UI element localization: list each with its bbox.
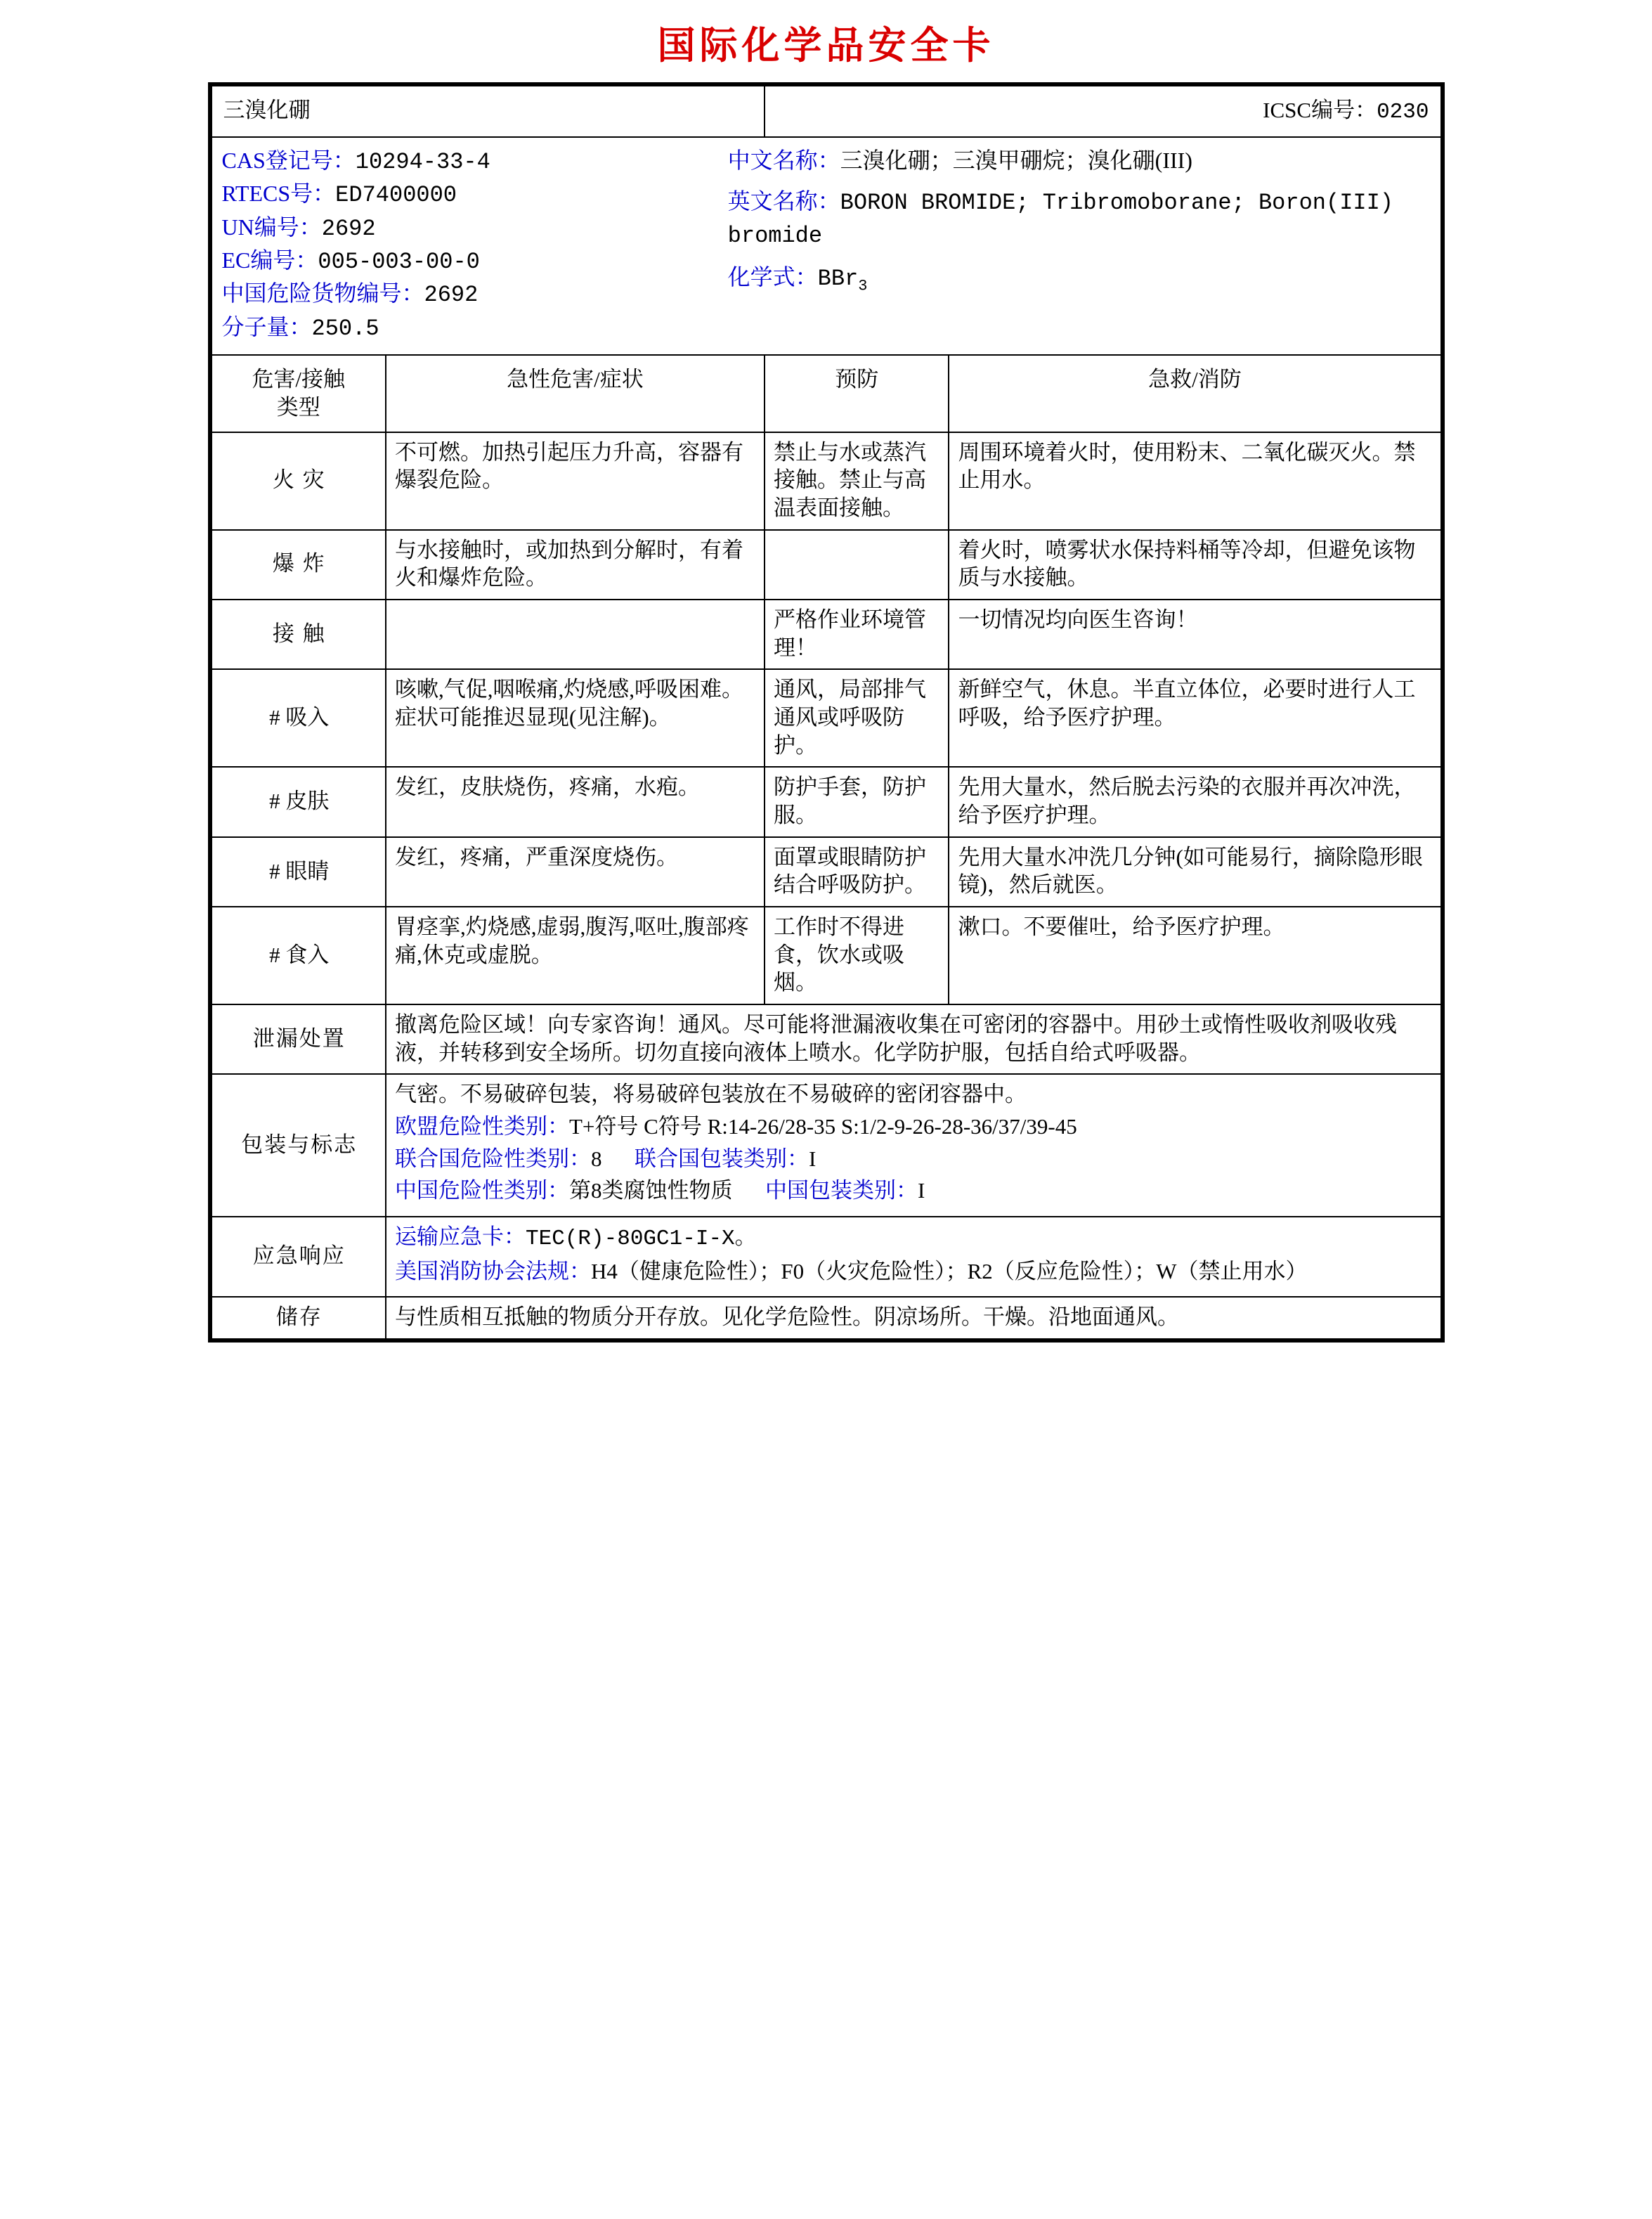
row-prevention-explosion: [765, 530, 949, 600]
packaging-eu-line: [395, 1113, 1433, 1141]
english-name-label: 英文名称：: [727, 188, 840, 214]
icsc-label: ICSC编号：: [1263, 98, 1377, 122]
chinese-name-label: 中文名称：: [727, 147, 840, 173]
row-firstaid-eyes: 先用大量水冲洗几分钟(如可能易行，摘除隐形眼镜)，然后就医。: [949, 837, 1440, 907]
column-header-acute-hazards: 急性危害/症状: [386, 355, 765, 432]
rtecs-label: RTECS号：: [221, 181, 336, 207]
ec-label: EC编号：: [221, 247, 318, 273]
english-name-value: BORON BROMIDE; Tribromoborane; Boron(III) bromide: [727, 189, 1393, 249]
icsc-card: [208, 82, 1445, 1343]
chinese-name-value: 三溴化硼；三溴甲硼烷；溴化硼(III): [840, 147, 1192, 173]
packaging-cn-class-label: 中国危险性类别：: [395, 1178, 569, 1203]
row-label-spill: 泄漏处置: [212, 1004, 386, 1074]
table-row: [212, 669, 1441, 767]
row-prevention-fire: 禁止与水或蒸汽接触。禁止与高温表面接触。: [765, 432, 949, 530]
row-hazard-exposure: [386, 600, 765, 669]
molecular-weight-label: 分子量：: [221, 313, 312, 339]
packaging-un-pack-value: I: [809, 1146, 817, 1171]
row-firstaid-explosion: 着火时，喷雾状水保持料桶等冷却，但避免该物质与水接触。: [949, 530, 1440, 600]
row-label-packaging: 包装与标志: [212, 1074, 386, 1217]
column-header-hazard-type: [212, 355, 386, 432]
un-value: 2692: [321, 215, 376, 242]
icsc-value: 0230: [1377, 100, 1429, 124]
row-prevention-exposure: 严格作业环境管理！: [765, 600, 949, 669]
row-hazard-inhalation: 咳嗽,气促,咽喉痛,灼烧感,呼吸困难。症状可能推迟显现(见注解)。: [386, 669, 765, 767]
ec-value: 005-003-00-0: [318, 248, 480, 275]
table-row: [212, 837, 1441, 907]
row-label-explosion: 爆 炸: [212, 530, 386, 600]
row-label-ingestion: # 食入: [212, 907, 386, 1004]
column-header-row: [212, 355, 1441, 432]
spill-text: 撤离危险区域！向专家咨询！通风。尽可能将泄漏液收集在可密闭的容器中。用砂土或惰性吸收剂吸收残液，并转移到安全场所。切勿直接向液体上喷水。化学防护服，包括自给式呼吸器。: [386, 1004, 1441, 1074]
row-firstaid-exposure: 一切情况均向医生咨询！: [949, 600, 1440, 669]
page-title: 国际化学品安全卡: [657, 23, 995, 67]
packaging-un-class-label: 联合国危险性类别：: [395, 1146, 591, 1171]
row-label-eyes: # 眼睛: [212, 837, 386, 907]
row-prevention-eyes: 面罩或眼睛防护结合呼吸防护。: [765, 837, 949, 907]
packaging-eu-label: 欧盟危险性类别：: [395, 1114, 569, 1139]
packaging-eu-value: T+符号 C符号 R:14-26/28-35 S:1/2-9-26-28-36/37/39-45: [569, 1114, 1077, 1139]
row-hazard-eyes: 发红，疼痛，严重深度烧伤。: [386, 837, 765, 907]
formula-line: [728, 261, 1431, 297]
table-row: [212, 530, 1441, 600]
chinese-name-line: [728, 145, 1431, 176]
row-firstaid-ingestion: 漱口。不要催吐，给予医疗护理。: [949, 907, 1440, 1004]
china-dangerous-goods-line: [222, 278, 728, 311]
emergency-nfpa-line: [395, 1257, 1433, 1286]
identification-block: [212, 137, 1441, 356]
un-label: UN编号：: [221, 214, 322, 240]
icsc-number-cell: [765, 86, 1441, 137]
un-line: [222, 212, 728, 245]
molecular-weight-line: [222, 311, 728, 344]
cas-label: CAS登记号：: [221, 147, 356, 173]
column-header-hazard-type-line1: 危害/接触: [252, 367, 346, 392]
table-row: [212, 767, 1441, 836]
row-firstaid-skin: 先用大量水，然后脱去污染的衣服并再次冲洗，给予医疗护理。: [949, 767, 1440, 836]
emergency-text: [386, 1217, 1441, 1297]
row-label-fire: 火 灾: [212, 432, 386, 530]
identification-right: [728, 138, 1440, 355]
cas-value: 10294-33-4: [355, 148, 490, 175]
icsc-table: [211, 85, 1442, 1340]
row-prevention-skin: 防护手套，防护服。: [765, 767, 949, 836]
rtecs-line: [222, 178, 728, 211]
china-dangerous-goods-value: 2692: [424, 282, 479, 309]
identification-row: [212, 137, 1441, 356]
packaging-row: [212, 1074, 1441, 1217]
packaging-un-line: [395, 1145, 1433, 1173]
packaging-line1: 气密。不易破碎包装，将易破碎包装放在不易破碎的密闭容器中。: [395, 1082, 1027, 1107]
row-hazard-skin: 发红，皮肤烧伤，疼痛，水疱。: [386, 767, 765, 836]
table-row: [212, 600, 1441, 669]
cas-line: [222, 145, 728, 178]
emergency-transport-line: [395, 1223, 1433, 1253]
packaging-text: [386, 1074, 1441, 1217]
substance-name: 三溴化硼: [212, 86, 765, 137]
row-prevention-inhalation: 通风，局部排气通风或呼吸防护。: [765, 669, 949, 767]
english-name-line: [728, 186, 1431, 252]
row-prevention-ingestion: 工作时不得进食，饮水或吸烟。: [765, 907, 949, 1004]
column-header-prevention: 预防: [765, 355, 949, 432]
row-label-inhalation: # 吸入: [212, 669, 386, 767]
column-header-first-aid: 急救/消防: [949, 355, 1440, 432]
formula-subscript: 3: [858, 277, 868, 295]
packaging-cn-line: [395, 1177, 1433, 1205]
packaging-un-pack-label: 联合国包装类别：: [635, 1146, 809, 1171]
formula-label: 化学式：: [727, 264, 818, 290]
row-firstaid-inhalation: 新鲜空气，休息。半直立体位，必要时进行人工呼吸，给予医疗护理。: [949, 669, 1440, 767]
row-hazard-explosion: 与水接触时，或加热到分解时，有着火和爆炸危险。: [386, 530, 765, 600]
table-row: [212, 432, 1441, 530]
emergency-nfpa-value: H4（健康危险性）；F0（火灾危险性）；R2（反应危险性）；W（禁止用水）: [591, 1258, 1308, 1283]
row-firstaid-fire: 周围环境着火时，使用粉末、二氧化碳灭火。禁止用水。: [949, 432, 1440, 530]
identification-left: [212, 138, 728, 355]
spill-row: [212, 1004, 1441, 1074]
emergency-transport-label: 运输应急卡：: [395, 1224, 526, 1250]
packaging-cn-pack-value: I: [918, 1178, 925, 1203]
row-label-skin: # 皮肤: [212, 767, 386, 836]
row-label-storage: 储存: [212, 1297, 386, 1339]
storage-row: [212, 1297, 1441, 1339]
emergency-nfpa-label: 美国消防协会法规：: [395, 1258, 591, 1283]
packaging-cn-class-value: 第8类腐蚀性物质: [569, 1178, 733, 1203]
rtecs-value: ED7400000: [335, 182, 457, 209]
storage-text: 与性质相互抵触的物质分开存放。见化学危险性。阴凉场所。干燥。沿地面通风。: [386, 1297, 1441, 1339]
row-label-exposure: 接 触: [212, 600, 386, 669]
ec-line: [222, 245, 728, 278]
china-dangerous-goods-label: 中国危险货物编号：: [221, 280, 424, 306]
packaging-cn-pack-label: 中国包装类别：: [765, 1178, 918, 1203]
emergency-transport-value: TEC(R)-80GC1-I-X。: [526, 1227, 757, 1252]
emergency-row: [212, 1217, 1441, 1297]
formula-value: BBr: [817, 266, 859, 292]
row-hazard-fire: 不可燃。加热引起压力升高，容器有爆裂危险。: [386, 432, 765, 530]
row-label-emergency: 应急响应: [212, 1217, 386, 1297]
molecular-weight-value: 250.5: [311, 315, 379, 342]
row-hazard-ingestion: 胃痉挛,灼烧感,虚弱,腹泻,呕吐,腹部疼痛,休克或虚脱。: [386, 907, 765, 1004]
column-header-hazard-type-line2: 类型: [276, 394, 320, 420]
packaging-un-class-value: 8: [591, 1146, 602, 1171]
card-header-row: [212, 86, 1441, 137]
table-row: [212, 907, 1441, 1004]
